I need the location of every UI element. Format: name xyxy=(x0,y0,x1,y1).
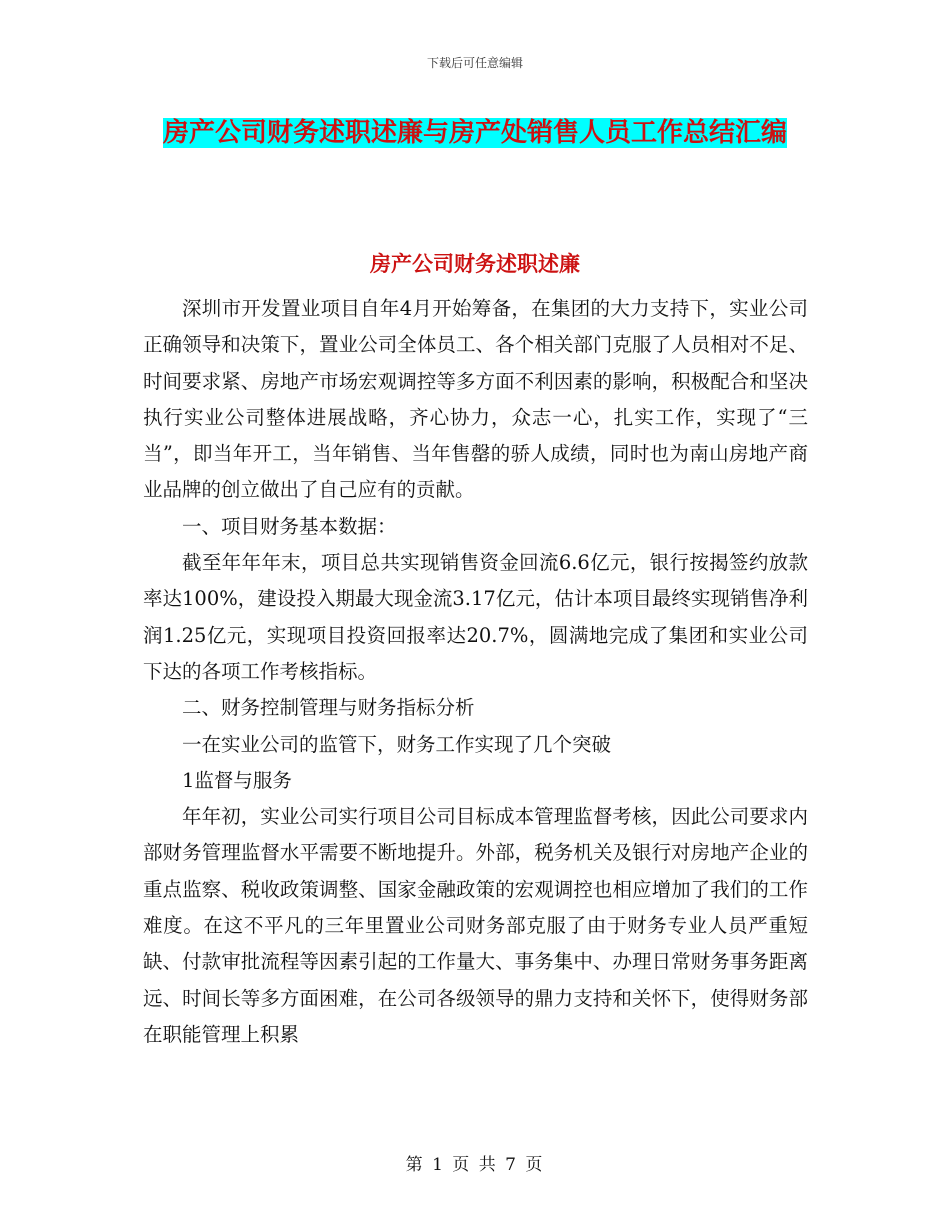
paragraph: 二、财务控制管理与财务指标分析 xyxy=(182,696,475,720)
section-title: 房产公司财务述职述廉 xyxy=(370,252,580,276)
document-title xyxy=(140,108,810,158)
paragraph: 一、项目财务基本数据： xyxy=(182,514,397,538)
paragraph: 深圳市开发置业项目自年4月开始筹备，在集团的大力支持下，实业公司正确领导和决策下，置业公司全体员工、各个相关部门克服了人员相对不足、时间要求紧、房地产市场宏观调控等多方面不利因素的影响，积极配合和坚决执行实业公司整体进展战略，齐心协力，众志一心，扎实工作，实现了“三当”，即当年开工，当年销售、当年售罄的骄人成绩，同时也为南山房地产商业品牌的创立做出了自己应有的贡献。 xyxy=(143,297,808,502)
page-header-note: 下载后可任意编辑 xyxy=(426,56,523,70)
document-body xyxy=(143,291,808,1053)
document-title-text: 房产公司财务述职述廉与房产处销售人员工作总结汇编 xyxy=(162,118,787,148)
paragraph: 一在实业公司的监管下，财务工作实现了几个突破 xyxy=(182,732,612,756)
page-footer-number: 第 1 页 共 7 页 xyxy=(405,1155,545,1175)
paragraph: 截至年年年末，项目总共实现销售资金回流6.6亿元，银行按揭签约放款率达100%，建设投入期最大现金流3.17亿元，估计本项目最终实现销售净利润1.25亿元，实现项目投资回报率达20.7%，圆满地完成了集团和实业公司下达的各项工作考核指标。 xyxy=(143,551,808,683)
paragraph: 年年初，实业公司实行项目公司目标成本管理监督考核，因此公司要求内部财务管理监督水平需要不断地提升。外部，税务机关及银行对房地产企业的重点监察、税收政策调整、国家金融政策的宏观调控也相应增加了我们的工作难度。在这不平凡的三年里置业公司财务部克服了由于财务专业人员严重短缺、付款审批流程等因素引起的工作量大、事务集中、办理日常财务事务距离远、时间长等多方面困难，在公司各级领导的鼎力支持和关怀下，使得财务部在职能管理上积累 xyxy=(143,805,808,1046)
paragraph: 1监督与服务 xyxy=(182,768,292,792)
